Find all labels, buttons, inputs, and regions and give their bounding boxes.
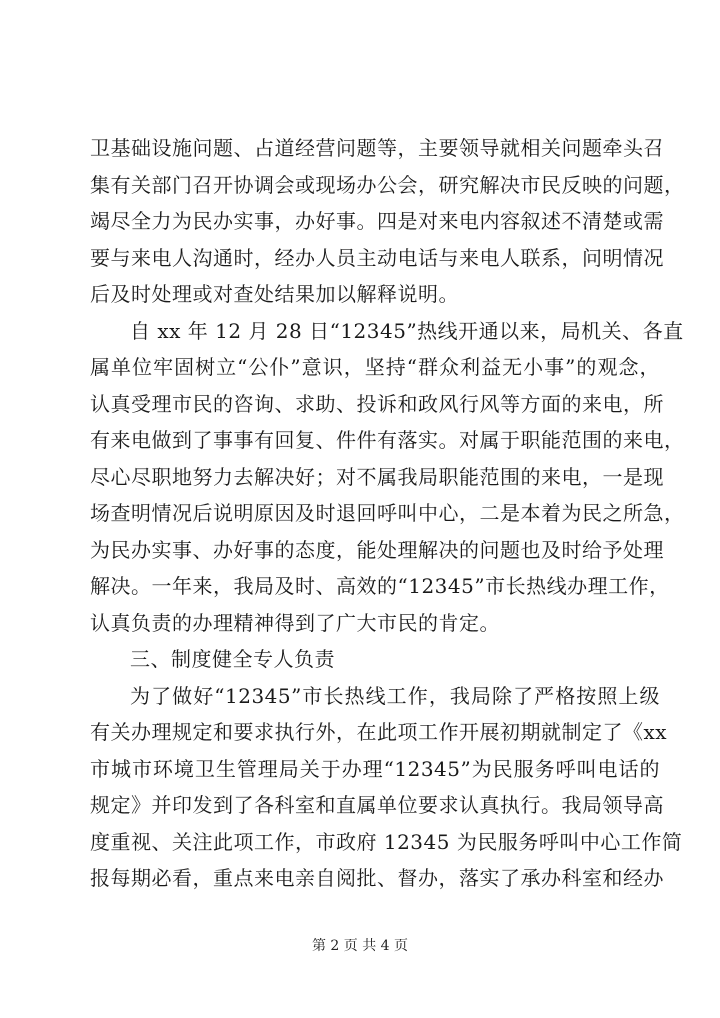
body-text bbox=[90, 130, 685, 897]
text-line: 报每期必看，重点来电亲自阅批、督办，落实了承办科室和经办 bbox=[90, 866, 664, 890]
paragraph-start-line: 为了做好“12345”市长热线工作，我局除了严格按照上级 bbox=[130, 683, 660, 708]
section-heading: 三、制度健全专人负责 bbox=[130, 647, 335, 671]
text-line: 卫基础设施问题、占道经营问题等，主要领导就相关问题牵头召 bbox=[90, 136, 664, 160]
text-line: 尽心尽职地努力去解决好；对不属我局职能范围的来电，一是现 bbox=[90, 464, 664, 489]
text-line: 集有关部门召开协调会或现场办公会，研究解决市民反映的问题， bbox=[90, 172, 685, 197]
text-line: 竭尽全力为民办实事，办好事。四是对来电内容叙述不清楚或需 bbox=[90, 209, 664, 233]
text-line: 认真负责的办理精神得到了广大市民的肯定。 bbox=[90, 610, 500, 635]
text-line: 度重视、关注此项工作，市政府 12345 为民服务呼叫中心工作简 bbox=[90, 829, 683, 854]
text-line: 规定》并印发到了各科室和直属单位要求认真执行。我局领导高 bbox=[90, 793, 664, 817]
text-line: 为民办实事、办好事的态度，能处理解决的问题也及时给予处理 bbox=[90, 537, 664, 562]
text-line: 场查明情况后说明原因及时退回呼叫中心，二是本着为民之所急， bbox=[90, 501, 685, 525]
text-line: 要与来电人沟通时，经办人员主动电话与来电人联系，问明情况 bbox=[90, 245, 664, 270]
paragraph-start-line: 自 xx 年 12 月 28 日“12345”热线开通以来，局机关、各直 bbox=[130, 318, 684, 343]
text-line: 有来电做到了事事有回复、件件有落实。对属于职能范围的来电， bbox=[90, 428, 685, 452]
text-line: 后及时处理或对查处结果加以解释说明。 bbox=[90, 282, 459, 306]
page-number: 第 2 页 共 4 页 bbox=[311, 938, 409, 954]
text-line: 有关办理规定和要求执行外，在此项工作开展初期就制定了《xx bbox=[90, 720, 668, 744]
text-line: 属单位牢固树立“公仆”意识，坚持“群众利益无小事”的观念， bbox=[90, 355, 660, 379]
text-line: 解决。一年来，我局及时、高效的“12345”市长热线办理工作， bbox=[90, 574, 670, 598]
page-footer bbox=[0, 936, 720, 956]
text-line: 认真受理市民的咨询、求助、投诉和政风行风等方面的来电，所 bbox=[90, 391, 664, 416]
text-line: 市城市环境卫生管理局关于办理“12345”为民服务呼叫电话的 bbox=[90, 756, 660, 781]
